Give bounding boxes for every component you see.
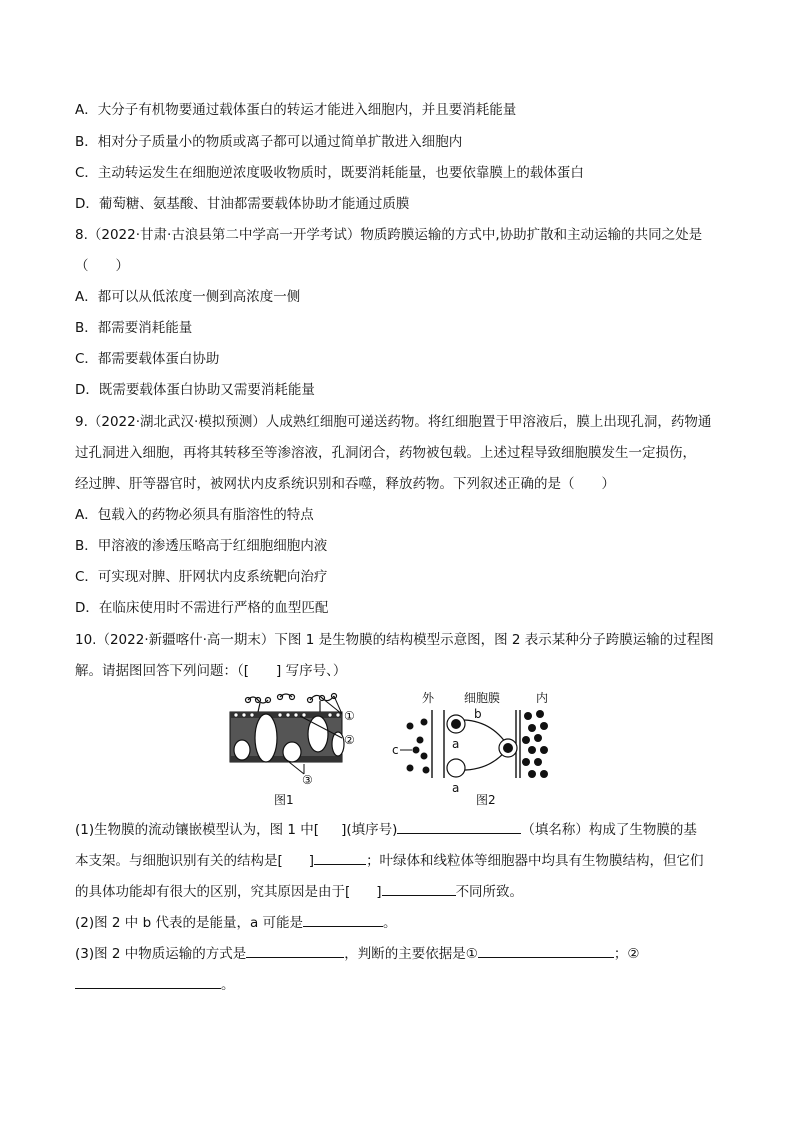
- q10-sub3-line-2: [75, 974, 235, 995]
- fig1-label-3: ③: [302, 773, 313, 787]
- q8-option-a: A．都可以从低浓度一侧到高浓度一侧: [75, 289, 301, 305]
- q10-stem-line-1: 10.（2022·新疆喀什·高一期末）下图 1 是生物膜的结构模型示意图，图 2 表示某种分子跨膜运输的过程图: [75, 632, 714, 648]
- q10-sub1-blank-2[interactable]: [314, 850, 366, 865]
- q9-option-d: D．在临床使用时不需进行严格的血型匹配: [75, 600, 329, 616]
- q10-sub1-blank-3[interactable]: [382, 881, 456, 896]
- q10-sub3-blank-1[interactable]: [246, 943, 344, 958]
- q10-sub1-text-i: 不同所致。: [455, 884, 524, 900]
- q10-sub3-text-c: ；②: [613, 946, 640, 962]
- q9-option-a: A．包载入的药物必须具有脂溶性的特点: [75, 507, 314, 523]
- q10-sub3-text-b: ，判断的主要依据是①: [344, 946, 478, 962]
- fig2-label-a-top: a: [452, 737, 460, 751]
- q8-bracket: （ ）: [75, 258, 129, 274]
- q10-sub1-text-a: (1)生物膜的流动镶嵌模型认为，图 1 中[: [75, 822, 320, 838]
- q10-sub1-line-2: [75, 850, 704, 871]
- q10-sub1-text-h: ]: [376, 884, 382, 900]
- fig1-caption: 图1: [274, 793, 294, 807]
- q8-option-d: D．既需要载体蛋白协助又需要消耗能量: [75, 382, 315, 398]
- q8-stem: 8.（2022·甘肃·古浪县第二中学高一开学考试）物质跨膜运输的方式中,协助扩散和主动运输的共同之处是: [75, 227, 703, 243]
- q9-option-b: B．甲溶液的渗透压略高于红细胞细胞内液: [75, 538, 328, 554]
- q9-option-c: C．可实现对脾、肝网状内皮系统靶向治疗: [75, 569, 328, 585]
- fig2-membrane-label: 细胞膜: [464, 691, 501, 705]
- q7-option-c: C．主动转运发生在细胞逆浓度吸收物质时，既要消耗能量，也要依靠膜上的载体蛋白: [75, 165, 584, 181]
- q10-sub2-text-b: 。: [383, 915, 397, 931]
- fig2-label-b: b: [474, 707, 482, 721]
- q10-sub1-text-d: 本支架。与细胞识别有关的结构是[: [75, 853, 283, 869]
- figure-1-membrane-model: [230, 694, 355, 808]
- q10-sub1-line-1: [75, 819, 697, 840]
- q10-sub1-text-e: ]: [308, 853, 315, 869]
- fig1-label-2: ②: [344, 733, 355, 747]
- q10-sub2-text-a: (2)图 2 中 b 代表的是能量，a 可能是: [75, 915, 304, 931]
- q10-sub3-blank-3[interactable]: [75, 974, 221, 989]
- q10-sub2-blank[interactable]: [303, 912, 383, 927]
- q7-option-a: A．大分子有机物要通过载体蛋白的转运才能进入细胞内，并且要消耗能量: [75, 102, 517, 118]
- fig2-outside-label: 外: [422, 691, 435, 705]
- q10-figures: [220, 688, 550, 810]
- fig2-inside-label: 内: [536, 691, 549, 705]
- q10-sub1-text-b: ](填序号): [341, 822, 398, 838]
- q8-option-b: B．都需要消耗能量: [75, 320, 193, 336]
- q9-stem-line-2: 过孔洞进入细胞，再将其转移至等渗溶液，孔洞闭合，药物被包载。上述过程导致细胞膜发生一定损伤，: [75, 445, 696, 461]
- q7-option-b: B．相对分子质量小的物质或离子都可以通过简单扩散进入细胞内: [75, 134, 463, 150]
- q9-stem-line-1: 9.（2022·湖北武汉·模拟预测）人成熟红细胞可递送药物。将红细胞置于甲溶液后，膜上出现孔洞，药物通: [75, 414, 712, 430]
- fig2-label-c: c: [392, 743, 399, 757]
- q9-stem-line-3: 经过脾、肝等器官时，被网状内皮系统识别和吞噬，释放药物。下列叙述正确的是（ ）: [75, 476, 615, 492]
- q7-option-d: D．葡萄糖、氨基酸、甘油都需要载体协助才能通过质膜: [75, 196, 410, 212]
- q10-sub3-line-1: [75, 943, 640, 964]
- fig1-label-1: ①: [344, 709, 355, 723]
- q10-sub3-text-end: 。: [221, 977, 235, 993]
- q10-stem-line-2: 解。请据图回答下列问题：（[ ] 写序号、）: [75, 663, 347, 679]
- q10-sub3-blank-2[interactable]: [478, 943, 614, 958]
- fig2-label-a-bottom: a: [452, 781, 460, 795]
- q8-option-c: C．都需要载体蛋白协助: [75, 351, 220, 367]
- q10-sub1-text-g: 的具体功能却有很大的区别，究其原因是由于[: [75, 884, 351, 900]
- q10-sub1-text-f: ；叶绿体和线粒体等细胞器中均具有生物膜结构，但它们: [366, 853, 704, 869]
- q10-sub3-text-a: (3)图 2 中物质运输的方式是: [75, 946, 247, 962]
- q10-sub1-blank-1[interactable]: [397, 819, 521, 834]
- q10-sub1-line-3: [75, 881, 523, 902]
- figure-2-transport-diagram: [392, 690, 548, 807]
- q10-sub2-line: [75, 912, 397, 933]
- fig2-caption: 图2: [476, 793, 496, 807]
- q10-sub1-text-c: （填名称）构成了生物膜的基: [521, 822, 697, 838]
